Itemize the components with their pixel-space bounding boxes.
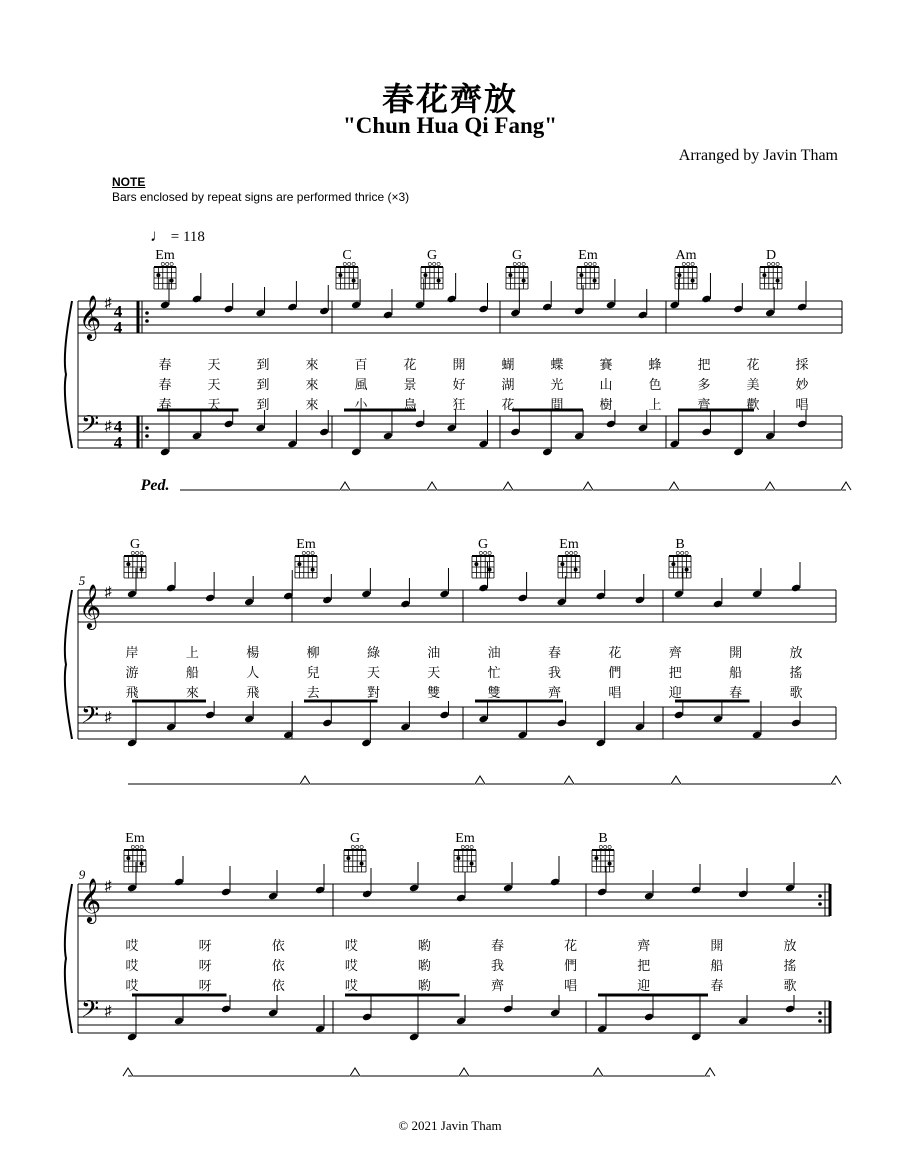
pedal-gap bbox=[705, 1068, 715, 1076]
lyric-syllable: 船 bbox=[710, 959, 724, 974]
time-signature: 4 bbox=[113, 318, 123, 337]
finger-dot bbox=[677, 273, 681, 277]
sharp-icon: ♯ bbox=[104, 419, 112, 434]
chord-name: Em bbox=[559, 537, 579, 552]
lyric-syllable: 雙 bbox=[487, 686, 501, 701]
lyric-syllable: 依 bbox=[271, 979, 285, 994]
copyright-notice: © 2021 Javin Tham bbox=[398, 1118, 502, 1133]
lyric-syllable: 風 bbox=[354, 378, 368, 393]
lyric-syllable: 美 bbox=[746, 378, 760, 393]
lyric-syllable: 唱 bbox=[795, 398, 809, 413]
sharp-icon: ♯ bbox=[104, 879, 112, 894]
measure-number: 9 bbox=[78, 867, 86, 882]
bass-clef-icon: 𝄢 bbox=[80, 995, 100, 1028]
lyric-syllable: 呀 bbox=[198, 939, 212, 954]
lyric-syllable: 來 bbox=[185, 686, 199, 701]
finger-dot bbox=[691, 279, 695, 283]
lyric-syllable: 哎 bbox=[125, 959, 139, 974]
lyric-syllable: 採 bbox=[795, 358, 809, 373]
chord-name: Em bbox=[578, 248, 598, 263]
lyric-syllable: 到 bbox=[256, 378, 270, 393]
lyric-syllable: 呀 bbox=[198, 959, 212, 974]
open-string-marker bbox=[488, 551, 491, 554]
finger-dot bbox=[522, 279, 526, 283]
sharp-icon: ♯ bbox=[104, 296, 112, 311]
pedal-gap bbox=[564, 776, 574, 784]
bass-clef-icon: 𝄢 bbox=[80, 701, 100, 734]
lyric-syllable: 綠 bbox=[366, 646, 380, 661]
chord-name: G bbox=[511, 248, 523, 263]
lyric-syllable: 歌 bbox=[789, 686, 803, 701]
pedal-gap bbox=[503, 482, 513, 490]
lyric-syllable: 天 bbox=[207, 358, 221, 373]
lyric-syllable: 樹 bbox=[599, 398, 613, 413]
sharp-icon: ♯ bbox=[104, 710, 112, 725]
chord-name: Em bbox=[455, 831, 475, 846]
lyric-syllable: 兒 bbox=[306, 666, 320, 681]
repeat-dot bbox=[145, 434, 149, 438]
lyric-syllable: 迎 bbox=[668, 686, 682, 701]
repeat-dot bbox=[818, 1011, 822, 1015]
quarter-note-icon: ♩ bbox=[150, 226, 167, 245]
repeat-dot bbox=[145, 319, 149, 323]
lyric-syllable: 哎 bbox=[125, 979, 139, 994]
lyric-syllable: 花 bbox=[564, 939, 578, 954]
lyric-syllable: 放 bbox=[789, 646, 803, 661]
lyric-syllable: 蝴 bbox=[501, 358, 515, 373]
title-english: "Chun Hua Qi Fang" bbox=[342, 113, 558, 138]
lyric-syllable: 春 bbox=[491, 939, 505, 954]
lyric-syllable: 我 bbox=[548, 666, 562, 681]
finger-dot bbox=[126, 856, 130, 860]
repeat-dot bbox=[818, 1019, 822, 1023]
system-brace bbox=[65, 590, 72, 739]
pedal-gap bbox=[671, 776, 681, 784]
pedal-gap bbox=[350, 1068, 360, 1076]
lyric-syllable: 妙 bbox=[795, 378, 809, 393]
open-string-marker bbox=[685, 551, 688, 554]
chord-diagram bbox=[577, 248, 599, 289]
chord-diagram bbox=[454, 831, 476, 872]
pedal-gap bbox=[300, 776, 310, 784]
chord-name: Am bbox=[675, 248, 697, 263]
lyric-syllable: 天 bbox=[207, 378, 221, 393]
arranger-credit: Arranged by Javin Tham bbox=[678, 147, 838, 164]
chord-name: G bbox=[349, 831, 361, 846]
finger-dot bbox=[762, 273, 766, 277]
lyric-syllable: 把 bbox=[637, 959, 651, 974]
lyric-syllable: 依 bbox=[271, 939, 285, 954]
open-string-marker bbox=[352, 262, 355, 265]
lyric-syllable: 上 bbox=[648, 398, 662, 413]
pedal-gap bbox=[669, 482, 679, 490]
open-string-marker bbox=[437, 262, 440, 265]
chord-diagram bbox=[124, 537, 146, 578]
lyric-syllable: 春 bbox=[710, 979, 724, 994]
lyric-syllable: 來 bbox=[305, 358, 319, 373]
chord-name: B bbox=[675, 537, 685, 552]
lyric-syllable: 到 bbox=[256, 398, 270, 413]
lyric-syllable: 齊 bbox=[697, 398, 711, 413]
chord-name: Em bbox=[296, 537, 316, 552]
lyric-syllable: 狂 bbox=[452, 398, 466, 413]
lyric-syllable: 花 bbox=[608, 646, 622, 661]
repeat-dot bbox=[145, 426, 149, 430]
chord-diagram bbox=[669, 537, 691, 578]
open-string-marker bbox=[360, 845, 363, 848]
chord-diagram bbox=[506, 248, 528, 289]
time-signature: 4 bbox=[113, 417, 123, 436]
chord-name: G bbox=[426, 248, 438, 263]
lyric-syllable: 依 bbox=[271, 959, 285, 974]
lyric-syllable: 齊 bbox=[668, 646, 682, 661]
note-body: Bars enclosed by repeat signs are performed thrice (×3) bbox=[112, 190, 410, 204]
lyric-syllable: 岸 bbox=[125, 646, 139, 661]
treble-clef-icon: 𝄞 bbox=[78, 584, 102, 628]
lyric-syllable: 鳥 bbox=[403, 398, 417, 413]
finger-dot bbox=[311, 568, 315, 572]
open-string-marker bbox=[522, 262, 525, 265]
pedal-gap bbox=[459, 1068, 469, 1076]
finger-dot bbox=[140, 862, 144, 866]
lyric-syllable: 小 bbox=[354, 398, 368, 413]
lyric-syllable: 百 bbox=[354, 358, 368, 373]
lyric-syllable: 喲 bbox=[417, 939, 431, 954]
chord-diagram bbox=[344, 831, 366, 872]
finger-dot bbox=[423, 273, 427, 277]
lyric-syllable: 喲 bbox=[417, 979, 431, 994]
finger-dot bbox=[593, 279, 597, 283]
treble-clef-icon: 𝄞 bbox=[78, 878, 102, 922]
lyric-syllable: 花 bbox=[746, 358, 760, 373]
lyric-syllable: 花 bbox=[501, 398, 515, 413]
chord-name: C bbox=[342, 248, 352, 263]
lyric-syllable: 哎 bbox=[344, 939, 358, 954]
lyric-syllable: 春 bbox=[729, 686, 743, 701]
repeat-dot bbox=[145, 311, 149, 315]
chord-diagram bbox=[592, 831, 614, 872]
lyric-syllable: 游 bbox=[125, 666, 139, 681]
chord-name: Em bbox=[155, 248, 175, 263]
lyric-syllable: 把 bbox=[697, 358, 711, 373]
chord-name: B bbox=[598, 831, 608, 846]
finger-dot bbox=[456, 856, 460, 860]
chord-diagram bbox=[124, 831, 146, 872]
lyric-syllable: 上 bbox=[185, 646, 199, 661]
lyric-syllable: 花 bbox=[403, 358, 417, 373]
pedal-gap bbox=[475, 776, 485, 784]
chord-name: G bbox=[129, 537, 141, 552]
lyric-syllable: 忙 bbox=[487, 666, 501, 681]
lyric-syllable: 賽 bbox=[599, 358, 613, 373]
finger-dot bbox=[140, 568, 144, 572]
lyric-syllable: 我 bbox=[491, 959, 505, 974]
lyric-syllable: 齊 bbox=[637, 939, 651, 954]
lyric-syllable: 春 bbox=[158, 398, 172, 413]
lyric-syllable: 油 bbox=[487, 646, 501, 661]
chord-diagram bbox=[472, 537, 494, 578]
repeat-dot bbox=[818, 902, 822, 906]
lyric-syllable: 喲 bbox=[417, 959, 431, 974]
lyric-syllable: 油 bbox=[427, 646, 441, 661]
chord-diagram bbox=[154, 248, 176, 289]
finger-dot bbox=[574, 568, 578, 572]
lyric-syllable: 柳 bbox=[306, 646, 320, 661]
lyric-syllable: 來 bbox=[305, 398, 319, 413]
lyric-syllable: 春 bbox=[158, 378, 172, 393]
chord-diagram bbox=[295, 537, 317, 578]
finger-dot bbox=[579, 273, 583, 277]
note-heading: NOTE bbox=[112, 175, 146, 189]
finger-dot bbox=[685, 568, 689, 572]
measure-number: 5 bbox=[78, 573, 86, 588]
time-signature: 4 bbox=[113, 302, 123, 321]
treble-clef-icon: 𝄞 bbox=[78, 295, 102, 339]
pedal-gap bbox=[841, 482, 851, 490]
finger-dot bbox=[608, 862, 612, 866]
lyric-syllable: 蜂 bbox=[648, 358, 662, 373]
lyric-syllable: 間 bbox=[550, 398, 564, 413]
lyric-syllable: 搖 bbox=[783, 959, 797, 974]
lyric-syllable: 蝶 bbox=[550, 358, 564, 373]
bass-clef-icon: 𝄢 bbox=[80, 410, 100, 443]
finger-dot bbox=[346, 856, 350, 860]
lyric-syllable: 搖 bbox=[789, 666, 803, 681]
sharp-icon: ♯ bbox=[104, 585, 112, 600]
lyric-syllable: 春 bbox=[548, 646, 562, 661]
pedal-mark: Ped. bbox=[140, 477, 170, 494]
lyric-syllable: 歌 bbox=[783, 979, 797, 994]
lyric-syllable: 呀 bbox=[198, 979, 212, 994]
lyric-syllable: 們 bbox=[564, 959, 578, 974]
lyric-syllable: 多 bbox=[697, 378, 711, 393]
lyric-syllable: 飛 bbox=[246, 686, 260, 701]
pedal-gap bbox=[123, 1068, 133, 1076]
title-chinese: 春花齊放 bbox=[381, 80, 518, 118]
finger-dot bbox=[297, 562, 301, 566]
repeat-dot bbox=[818, 894, 822, 898]
finger-dot bbox=[474, 562, 478, 566]
finger-dot bbox=[360, 862, 364, 866]
finger-dot bbox=[156, 273, 160, 277]
lyric-syllable: 天 bbox=[207, 398, 221, 413]
lyric-syllable: 歡 bbox=[746, 398, 760, 413]
open-string-marker bbox=[776, 262, 779, 265]
finger-dot bbox=[671, 562, 675, 566]
lyric-syllable: 到 bbox=[256, 358, 270, 373]
lyric-syllable: 春 bbox=[158, 358, 172, 373]
lyric-syllable: 景 bbox=[403, 378, 417, 393]
lyric-syllable: 人 bbox=[246, 666, 260, 681]
lyric-syllable: 雙 bbox=[427, 686, 441, 701]
lyric-syllable: 把 bbox=[668, 666, 682, 681]
finger-dot bbox=[594, 856, 598, 860]
open-string-marker bbox=[140, 551, 143, 554]
open-string-marker bbox=[608, 845, 611, 848]
lyric-syllable: 開 bbox=[452, 358, 466, 373]
pedal-gap bbox=[765, 482, 775, 490]
lyric-syllable: 船 bbox=[185, 666, 199, 681]
chord-diagram bbox=[336, 248, 358, 289]
lyric-syllable: 湖 bbox=[501, 378, 515, 393]
lyric-syllable: 光 bbox=[550, 378, 564, 393]
pedal-gap bbox=[583, 482, 593, 490]
lyric-syllable: 哎 bbox=[344, 979, 358, 994]
pedal-gap bbox=[427, 482, 437, 490]
lyric-syllable: 山 bbox=[599, 378, 613, 393]
finger-dot bbox=[776, 279, 780, 283]
lyric-syllable: 放 bbox=[783, 939, 797, 954]
chord-name: D bbox=[765, 248, 777, 263]
chord-diagram bbox=[760, 248, 782, 289]
lyric-syllable: 天 bbox=[366, 666, 380, 681]
finger-dot bbox=[126, 562, 130, 566]
lyric-syllable: 飛 bbox=[125, 686, 139, 701]
finger-dot bbox=[508, 273, 512, 277]
lyric-syllable: 唱 bbox=[564, 979, 578, 994]
finger-dot bbox=[338, 273, 342, 277]
chord-diagram bbox=[558, 537, 580, 578]
lyric-syllable: 色 bbox=[648, 378, 662, 393]
lyric-syllable: 好 bbox=[452, 378, 466, 393]
lyric-syllable: 來 bbox=[305, 378, 319, 393]
lyric-syllable: 船 bbox=[729, 666, 743, 681]
finger-dot bbox=[170, 279, 174, 283]
time-signature: 4 bbox=[113, 433, 123, 452]
chord-name: G bbox=[477, 537, 489, 552]
pedal-gap bbox=[340, 482, 350, 490]
sharp-icon: ♯ bbox=[104, 1004, 112, 1019]
finger-dot bbox=[352, 279, 356, 283]
finger-dot bbox=[488, 568, 492, 572]
lyric-syllable: 對 bbox=[366, 686, 380, 701]
lyric-syllable: 哎 bbox=[125, 939, 139, 954]
lyric-syllable: 唱 bbox=[608, 686, 622, 701]
finger-dot bbox=[437, 279, 441, 283]
system-brace bbox=[65, 301, 72, 448]
system-brace bbox=[65, 884, 72, 1033]
lyric-syllable: 哎 bbox=[344, 959, 358, 974]
finger-dot bbox=[470, 862, 474, 866]
lyric-syllable: 齊 bbox=[548, 686, 562, 701]
pedal-gap bbox=[831, 776, 841, 784]
lyric-syllable: 開 bbox=[710, 939, 724, 954]
lyric-syllable: 齊 bbox=[491, 979, 505, 994]
lyric-syllable: 去 bbox=[306, 686, 320, 701]
tempo-value: = 118 bbox=[170, 229, 205, 245]
lyric-syllable: 們 bbox=[608, 666, 622, 681]
lyric-syllable: 迎 bbox=[637, 979, 651, 994]
finger-dot bbox=[560, 562, 564, 566]
lyric-syllable: 天 bbox=[427, 666, 441, 681]
chord-name: Em bbox=[125, 831, 145, 846]
lyric-syllable: 開 bbox=[729, 646, 743, 661]
lyric-syllable: 楊 bbox=[246, 646, 260, 661]
pedal-gap bbox=[593, 1068, 603, 1076]
